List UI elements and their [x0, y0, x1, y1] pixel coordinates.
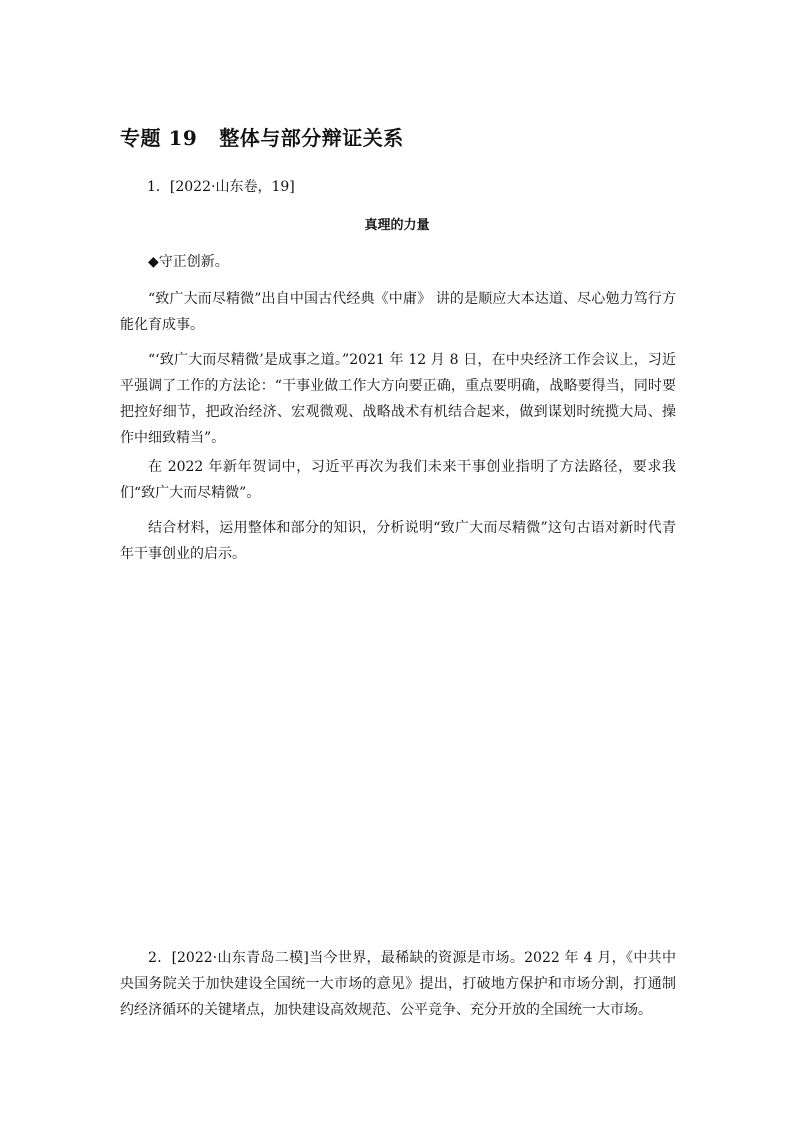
title-topic-name: 整体与部分辩证关系 [219, 126, 404, 150]
page-title [120, 122, 404, 151]
question-2-text: 2．[2022·山东青岛二模]当今世界，最稀缺的资源是市场。2022 年 4 月，《中共中央国务院关于加快建设全国统一大市场的意见》提出，打破地方保护和市场分割，打通制约经济循环的关键堵点，加快建设高效规范、公平竞争、充分开放的全国统一大市场。 [120, 950, 676, 1018]
material-paragraph-2: “‘致广大而尽精微’是成事之道。”2021 年 12 月 8 日，在中央经济工作会议上，习近平强调了工作的方法论：“干事业做工作大方向要正确，重点要明确，战略要得当，同时要把控好细节，把政治经济、宏观微观、战略战术有机结合起来，做到谋划时统揽大局、操作中细致精当”。 [120, 352, 676, 446]
question-1-header: 1．[2022·山东卷，19] [147, 179, 295, 195]
material-title: 真理的力量 [364, 218, 430, 233]
material-paragraph-3: 在 2022 年新年贺词中，习近平再次为我们未来干事创业指明了方法路径，要求我们“致广大而尽精微”。 [120, 459, 676, 501]
material-paragraph-1: “致广大而尽精微”出自中国古代经典《中庸》 讲的是顺应大本达道、尽心勉力笃行方能化育成事。 [120, 291, 676, 333]
title-topic-number: 专题 19 [120, 126, 198, 150]
question-1-prompt: 结合材料，运用整体和部分的知识，分析说明“致广大而尽精微”这句古语对新时代青年干事创业的启示。 [120, 520, 676, 562]
material-bullet: ◆守正创新。 [148, 254, 229, 270]
